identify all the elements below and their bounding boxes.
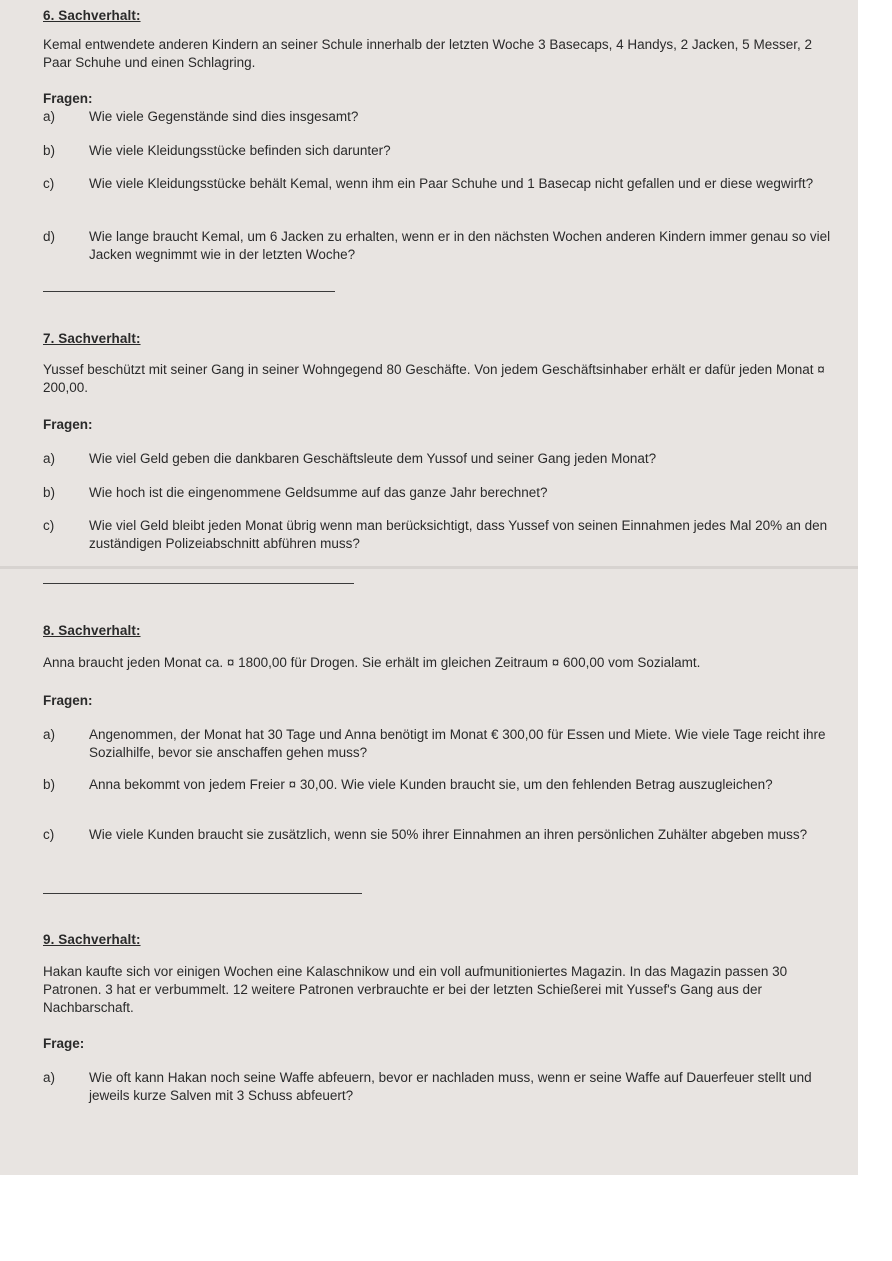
question-letter: c) (43, 518, 55, 533)
section-heading: 8. Sachverhalt: (43, 623, 141, 638)
question-letter: a) (43, 727, 56, 742)
question-text: Wie hoch ist die eingenommene Geldsumme auf das ganze Jahr berechnet? (89, 485, 548, 500)
question-letter: c) (43, 176, 55, 191)
question-letter: a) (43, 109, 56, 124)
question-letter: b) (43, 777, 56, 792)
divider-line (43, 291, 335, 292)
section-9 (43, 932, 833, 1103)
question-text: Wie viel Geld geben die dankbaren Geschäftsleute dem Yussof und seiner Gang jeden Monat? (89, 451, 657, 466)
section-8 (43, 623, 833, 842)
question-text: Wie viel Geld bleibt jeden Monat übrig wenn man berücksichtigt, dass Yussef von seinen Einnahmen jedes Mal 20% an den zuständigen Polizeiabschnitt abführen muss? (89, 518, 828, 551)
questions-label: Fragen: (43, 91, 93, 106)
section-6 (43, 8, 833, 262)
section-text: Anna braucht jeden Monat ca. ¤ 1800,00 für Drogen. Sie erhält im gleichen Zeitraum ¤ 600,00 vom Sozialamt. (43, 655, 701, 670)
question-letter: c) (43, 827, 55, 842)
question-letter: b) (43, 485, 56, 500)
questions-label: Fragen: (43, 693, 93, 708)
section-text: Yussef beschützt mit seiner Gang in seiner Wohngegend 80 Geschäfte. Von jedem Geschäftsinhaber erhält er dafür jeden Monat ¤ 200,00. (43, 362, 825, 395)
question-text: Wie viele Gegenstände sind dies insgesamt? (89, 109, 359, 124)
question-letter: b) (43, 143, 56, 158)
question-text: Wie viele Kleidungsstücke befinden sich darunter? (89, 143, 391, 158)
section-heading: 6. Sachverhalt: (43, 8, 141, 23)
section-heading: 7. Sachverhalt: (43, 331, 141, 346)
question-text: Wie viele Kleidungsstücke behält Kemal, wenn ihm ein Paar Schuhe und 1 Basecap nicht gefallen und er diese wegwirft? (89, 176, 814, 191)
section-text: Kemal entwendete anderen Kindern an seiner Schule innerhalb der letzten Woche 3 Basecaps, 4 Handys, 2 Jacken, 5 Messer, 2 Paar Schuhe und einen Schlagring. (43, 37, 812, 70)
question-text: Angenommen, der Monat hat 30 Tage und Anna benötigt im Monat € 300,00 für Essen und Miete. Wie viele Tage reicht ihre Sozialhilfe, bevor sie anschaffen gehen muss? (89, 727, 826, 760)
question-text: Wie viele Kunden braucht sie zusätzlich, wenn sie 50% ihrer Einnahmen an ihren persönlichen Zuhälter abgeben muss? (89, 827, 808, 842)
question-letter: a) (43, 1070, 56, 1085)
paper-fold (0, 566, 858, 569)
questions-label: Frage: (43, 1036, 85, 1051)
section-heading: 9. Sachverhalt: (43, 932, 141, 947)
divider-line (43, 893, 362, 894)
section-7 (43, 331, 833, 551)
question-text: Anna bekommt von jedem Freier ¤ 30,00. Wie viele Kunden braucht sie, um den fehlenden Betrag auszugleichen? (89, 777, 773, 792)
question-text: Wie oft kann Hakan noch seine Waffe abfeuern, bevor er nachladen muss, wenn er seine Waffe auf Dauerfeuer stellt und jeweils kurze Salven mit 3 Schuss abfeuert? (89, 1070, 812, 1103)
questions-label: Fragen: (43, 417, 93, 432)
question-letter: a) (43, 451, 56, 466)
divider-line (43, 583, 354, 584)
question-text: Wie lange braucht Kemal, um 6 Jacken zu erhalten, wenn er in den nächsten Wochen anderen Kindern immer genau so viel Jacken wegnimmt wie in der letzten Woche? (89, 229, 831, 262)
question-letter: d) (43, 229, 56, 244)
section-text: Hakan kaufte sich vor einigen Wochen eine Kalaschnikow und ein voll aufmunitioniertes Magazin. In das Magazin passen 30 Patronen. 3 hat er verbummelt. 12 weitere Patronen verbrauchte er bei der letzten Schießerei mit Yussef's Gang aus der Nachbarschaft. (43, 964, 788, 1015)
